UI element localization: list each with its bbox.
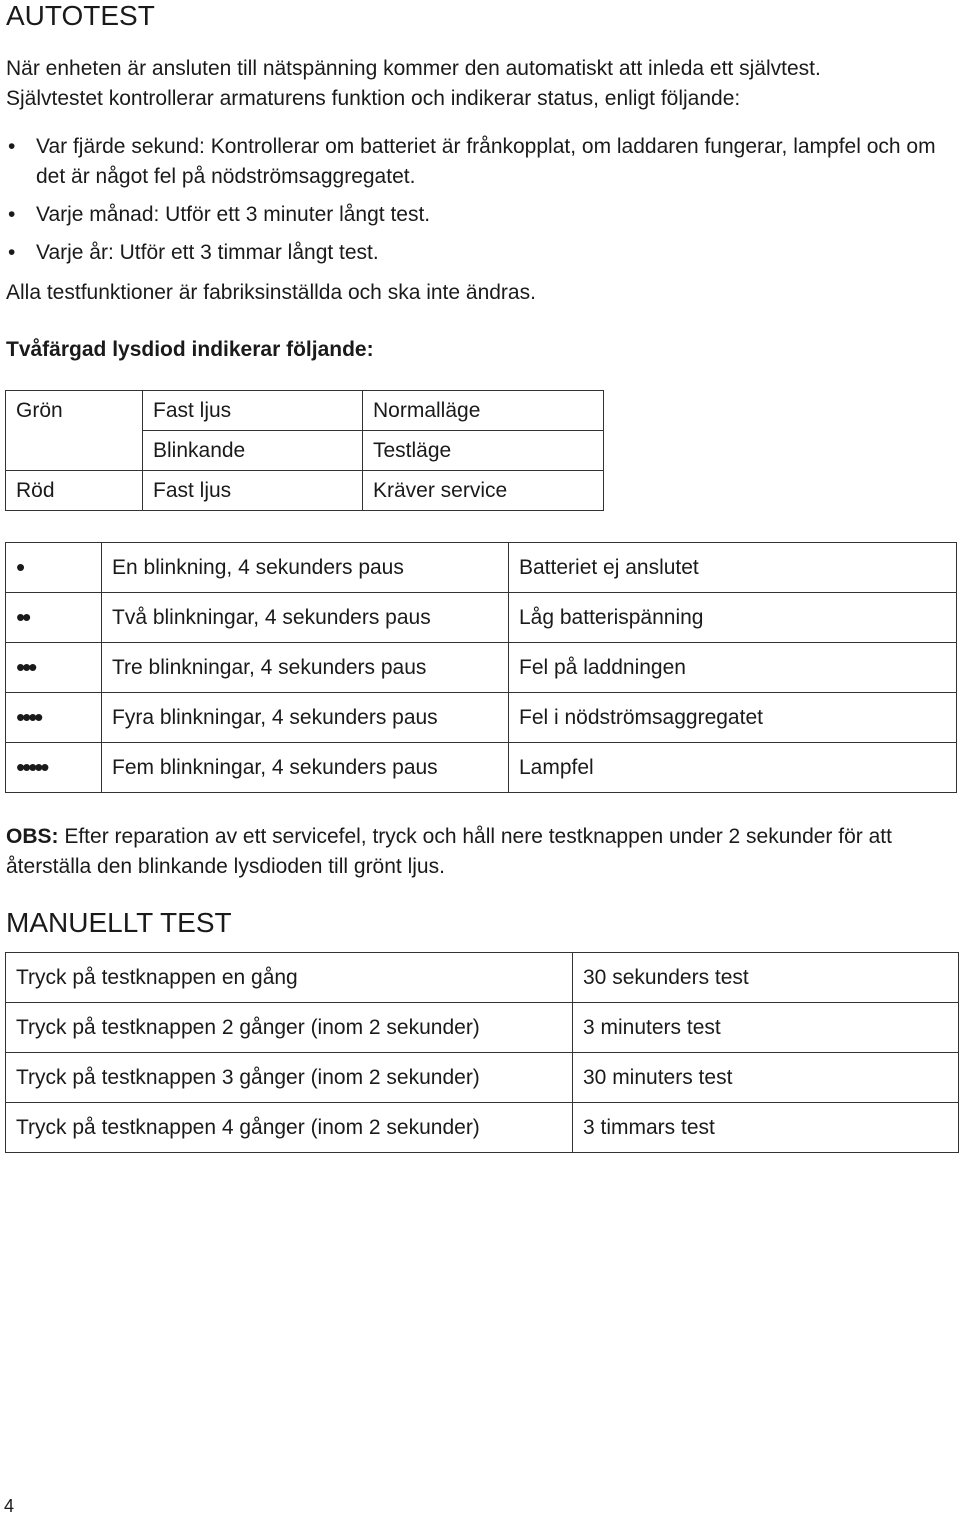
manual-result-cell: 3 minuters test [573, 1003, 959, 1053]
autotest-bullet-list [6, 132, 946, 276]
blink-dots-icon: ••• [6, 643, 102, 693]
manual-result-cell: 30 minuters test [573, 1053, 959, 1103]
autotest-intro [6, 54, 956, 114]
manual-result-cell: 3 timmars test [573, 1103, 959, 1153]
led-meaning-cell: Testläge [363, 431, 604, 471]
manual-action-cell: Tryck på testknappen 4 gånger (inom 2 sekunder) [6, 1103, 573, 1153]
table-row [6, 643, 957, 693]
table-row [6, 693, 957, 743]
led-color-cell: Röd [6, 471, 143, 511]
blink-dots-icon: •••• [6, 693, 102, 743]
table-row [6, 391, 604, 431]
table-row [6, 471, 604, 511]
led-color-cell [6, 431, 143, 471]
blink-meaning-cell: Låg batterispänning [509, 593, 957, 643]
table-row [6, 743, 957, 793]
led-state-cell: Fast ljus [143, 391, 363, 431]
table-row [6, 1053, 959, 1103]
blink-meaning-cell: Fel i nödströmsaggregatet [509, 693, 957, 743]
led-heading: Tvåfärgad lysdiod indikerar följande: [6, 338, 374, 361]
intro-line-1: När enheten är ansluten till nätspänning kommer den automatiskt att inleda ett självtest. [6, 57, 821, 80]
obs-note [6, 822, 956, 882]
led-table [5, 390, 604, 511]
manual-result-cell: 30 sekunders test [573, 953, 959, 1003]
blink-meaning-cell: Lampfel [509, 743, 957, 793]
autotest-heading: AUTOTEST [6, 0, 155, 31]
blink-dots-icon: ••••• [6, 743, 102, 793]
table-row [6, 1003, 959, 1053]
led-meaning-cell: Kräver service [363, 471, 604, 511]
led-color-cell: Grön [6, 391, 143, 431]
table-row [6, 543, 957, 593]
led-state-cell: Fast ljus [143, 471, 363, 511]
bullet-item: • Varje år: Utför ett 3 timmar långt test. [6, 238, 946, 268]
table-row [6, 1103, 959, 1153]
table-row [6, 953, 959, 1003]
led-meaning-cell: Normalläge [363, 391, 604, 431]
intro-line-2: Självtestet kontrollerar armaturens funktion och indikerar status, enligt följande: [6, 87, 741, 110]
blink-dots-icon: • [6, 543, 102, 593]
obs-label: OBS: [6, 825, 59, 848]
manual-test-table [5, 952, 959, 1153]
manual-test-heading: MANUELLT TEST [6, 907, 232, 938]
manual-action-cell: Tryck på testknappen 3 gånger (inom 2 sekunder) [6, 1053, 573, 1103]
blink-pattern-cell: En blinkning, 4 sekunders paus [102, 543, 509, 593]
manual-action-cell: Tryck på testknappen 2 gånger (inom 2 sekunder) [6, 1003, 573, 1053]
blink-pattern-table [5, 542, 957, 793]
blink-meaning-cell: Batteriet ej anslutet [509, 543, 957, 593]
bullet-item: • Var fjärde sekund: Kontrollerar om batteriet är frånkopplat, om laddaren fungerar, lampfel och om det är något fel på nödströmsaggregatet. [6, 132, 946, 192]
bullet-item: • Varje månad: Utför ett 3 minuter långt test. [6, 200, 946, 230]
blink-meaning-cell: Fel på laddningen [509, 643, 957, 693]
page-number: 4 [4, 1496, 15, 1516]
led-state-cell: Blinkande [143, 431, 363, 471]
obs-text: Efter reparation av ett servicefel, tryck och håll nere testknappen under 2 sekunder för att återställa den blinkande lysdioden till grönt ljus. [6, 825, 892, 878]
table-row [6, 431, 604, 471]
blink-dots-icon: •• [6, 593, 102, 643]
manual-action-cell: Tryck på testknappen en gång [6, 953, 573, 1003]
table-row [6, 593, 957, 643]
blink-pattern-cell: Två blinkningar, 4 sekunders paus [102, 593, 509, 643]
blink-pattern-cell: Tre blinkningar, 4 sekunders paus [102, 643, 509, 693]
blink-pattern-cell: Fyra blinkningar, 4 sekunders paus [102, 693, 509, 743]
autotest-closing: Alla testfunktioner är fabriksinställda och ska inte ändras. [6, 281, 536, 304]
blink-pattern-cell: Fem blinkningar, 4 sekunders paus [102, 743, 509, 793]
